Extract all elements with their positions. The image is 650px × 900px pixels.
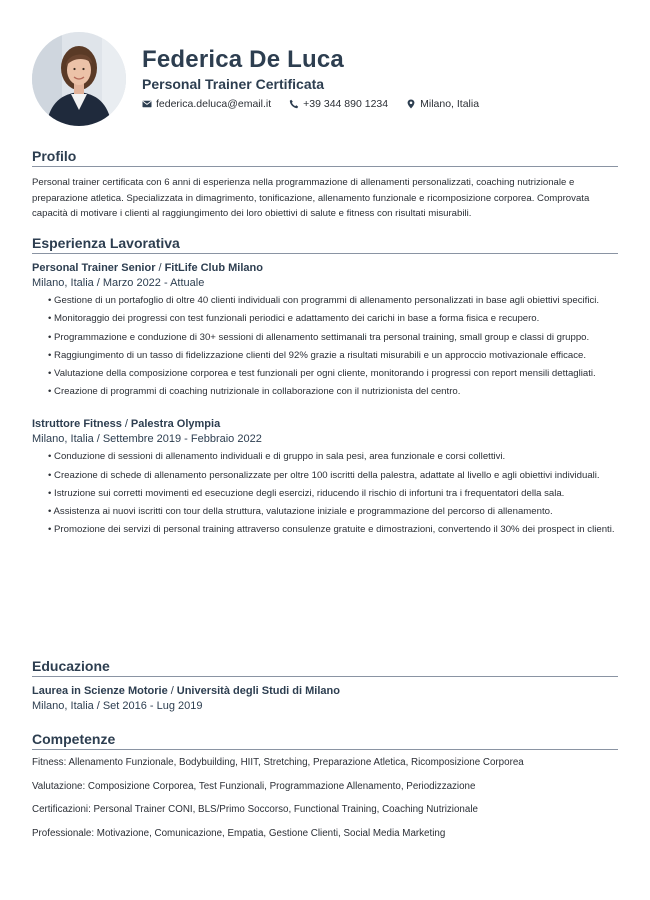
separator: / [96, 277, 100, 289]
profile-photo [32, 32, 126, 126]
education-header [32, 685, 618, 697]
job-meta [32, 277, 618, 289]
separator: / [158, 262, 162, 274]
location-pin-icon [406, 99, 416, 109]
profile-heading: Profilo [32, 148, 618, 167]
bullet-item: • Promozione dei servizi di personal training attraverso consulenze gratuite e dimostrazioni, convertendo il 30% dei prospect in clienti. [48, 522, 618, 538]
contact-location [406, 98, 479, 110]
job-bullets [32, 293, 618, 400]
education-period: Set 2016 - Lug 2019 [102, 700, 203, 712]
candidate-name: Federica De Luca [142, 46, 344, 73]
skills-heading: Competenze [32, 731, 618, 750]
job-company: Palestra Olympia [130, 418, 221, 431]
education-heading: Educazione [32, 658, 618, 677]
education-meta [32, 700, 618, 712]
contact-phone[interactable] [289, 98, 388, 110]
separator: / [170, 685, 174, 697]
skill-line: Fitness: Allenamento Funzionale, Bodybuilding, HIIT, Stretching, Preparazione Atletica, Ricomposizione Corporea [32, 757, 524, 768]
skills-list [32, 756, 618, 841]
profile-summary: Personal trainer certificata con 6 anni di esperienza nella programmazione di allenamenti personalizzati, coaching nutrizionale e preparazione atletica. Specializzata in dimagrimento, tonificazione, allenamento funzionale e ricomposizione corporea. Comprovata capacità di motivare i clienti al raggiungimento dei loro obiettivi di salute e fitness con risultati misurabili. [32, 177, 590, 220]
job-bullets [32, 449, 618, 538]
bullet-item: • Assistenza ai nuovi iscritti con tour della struttura, valutazione iniziale e programmazione del percorso di allenamento. [48, 504, 618, 520]
job-company: FitLife Club Milano [164, 262, 263, 274]
separator: / [96, 700, 100, 712]
skill-line: Valutazione: Composizione Corporea, Test Funzionali, Programmazione Allenamento, Periodizzazione [32, 780, 476, 792]
job-location: Milano, Italia [32, 433, 94, 446]
experience-heading: Esperienza Lavorativa [32, 235, 618, 254]
job-entry [32, 418, 618, 538]
education-entry [32, 685, 618, 712]
bullet-item: • Monitoraggio dei progressi con test funzionali periodici e adattamento dei carichi in base a forma fisica e recupero. [48, 311, 618, 327]
email-text: federica.deluca@email.it [156, 98, 272, 110]
bullet-item: • Conduzione di sessioni di allenamento individuali e di gruppo in sala pesi, area funzionale e corsi collettivi. [48, 449, 618, 465]
experience-section [32, 235, 618, 541]
bullet-item: • Creazione di programmi di coaching nutrizionale in collaborazione con il nutrizionista del centro. [48, 384, 618, 400]
bullet-item: • Gestione di un portafoglio di oltre 40 clienti individuali con programmi di allenamento personalizzati in base agli obiettivi specifici. [48, 293, 618, 309]
bullet-item: • Creazione di schede di allenamento personalizzate per oltre 100 iscritti della palestra, adattate al livello e agli obiettivi individuali. [48, 468, 618, 484]
education-degree: Laurea in Scienze Motorie [32, 685, 168, 697]
job-header [32, 262, 618, 274]
separator: / [124, 418, 128, 431]
education-section [32, 658, 618, 712]
job-period: Marzo 2022 - Attuale [102, 277, 205, 289]
location-text: Milano, Italia [420, 98, 480, 110]
portrait-image [32, 32, 126, 126]
job-location: Milano, Italia [32, 277, 94, 289]
job-role: Personal Trainer Senior [32, 262, 156, 274]
job-entry [32, 262, 618, 400]
job-meta [32, 433, 618, 445]
phone-icon [289, 99, 299, 109]
education-school: Università degli Studi di Milano [176, 685, 340, 697]
job-role: Istruttore Fitness [32, 418, 122, 431]
education-location: Milano, Italia [32, 700, 94, 712]
envelope-icon [142, 99, 152, 109]
bullet-item: • Valutazione della composizione corporea e test funzionali per ogni cliente, monitorando i progressi con report mensili dettagliati. [48, 366, 618, 382]
skill-line: Certificazioni: Personal Trainer CONI, BLS/Primo Soccorso, Functional Training, Coaching Nutrizionale [32, 804, 478, 815]
contact-email[interactable] [142, 98, 271, 110]
skills-section [32, 731, 618, 850]
candidate-title: Personal Trainer Certificata [142, 76, 325, 92]
phone-text: +39 344 890 1234 [303, 98, 389, 110]
skill-line: Professionale: Motivazione, Comunicazione, Empatia, Gestione Clienti, Social Media Marketing [32, 827, 446, 839]
resume-header [32, 32, 618, 128]
bullet-item: • Programmazione e conduzione di 30+ sessioni di allenamento settimanali tra personal training, small group e classi di gruppo. [48, 330, 618, 346]
profile-section [32, 148, 618, 222]
bullet-item: • Istruzione sui corretti movimenti ed esecuzione degli esercizi, riducendo il rischio di infortuni tra i frequentatori della sala. [48, 486, 618, 502]
job-period: Settembre 2019 - Febbraio 2022 [102, 433, 262, 446]
separator: / [96, 433, 100, 446]
contact-info [142, 98, 497, 110]
bullet-item: • Raggiungimento di un tasso di fidelizzazione clienti del 92% grazie a risultati misurabili e un approccio motivazionale efficace. [48, 348, 618, 364]
job-header [32, 418, 618, 430]
